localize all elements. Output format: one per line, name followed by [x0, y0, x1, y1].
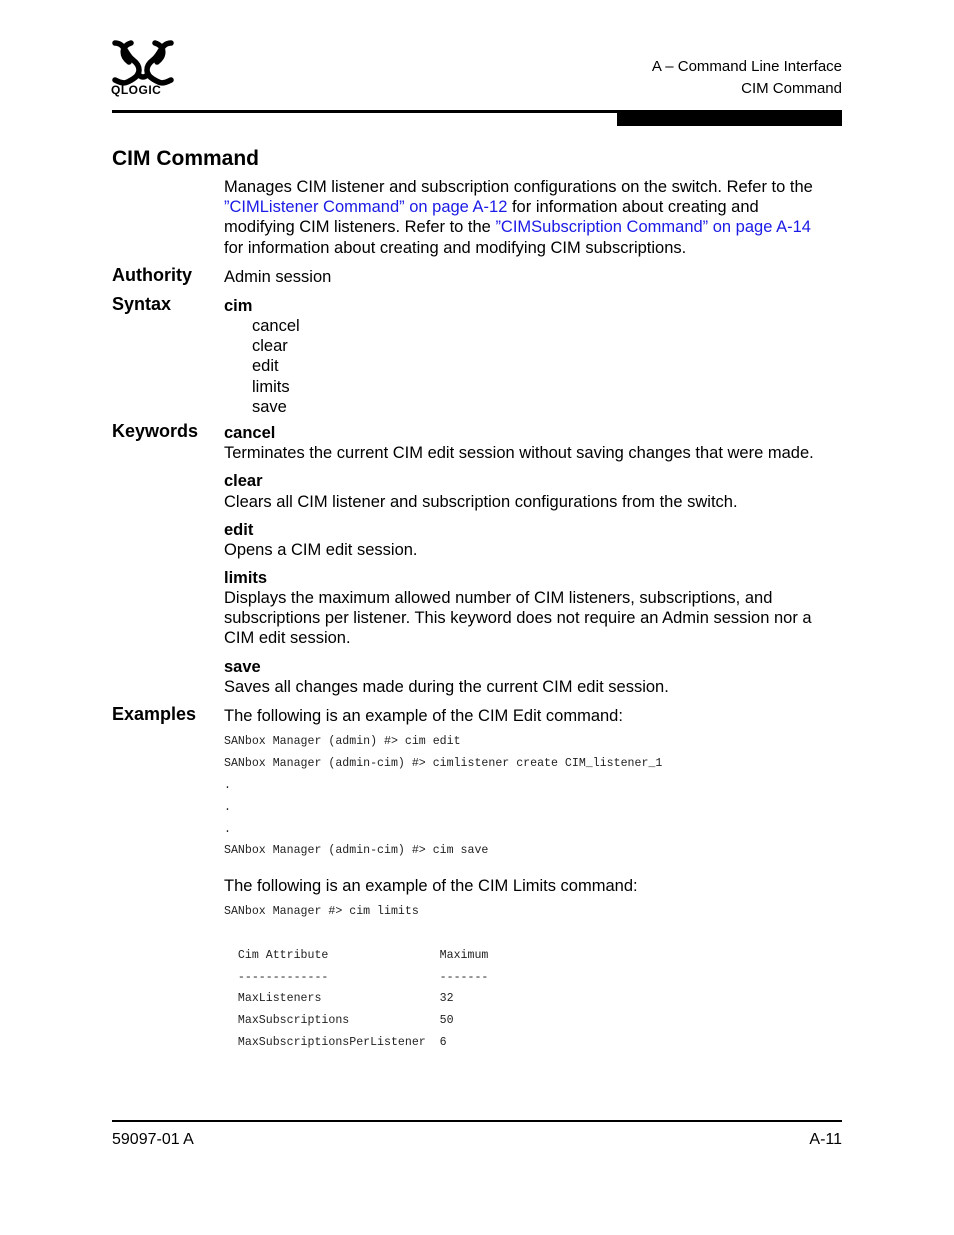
- limits-table-row: MaxSubscriptionsPerListener 6: [224, 1036, 447, 1049]
- keyword-cancel: cancel: [224, 424, 276, 442]
- cimlistener-link[interactable]: ”CIMListener Command” on page A-12: [224, 198, 508, 217]
- syntax-command: cim: [224, 297, 253, 315]
- keyword-edit: edit: [224, 521, 254, 539]
- keyword-edit-desc: Opens a CIM edit session.: [224, 541, 418, 559]
- qlogic-logo: [111, 38, 177, 102]
- keyword-clear-desc: Clears all CIM listener and subscription configurations from the switch.: [224, 493, 738, 511]
- syntax-option-list: [252, 316, 300, 417]
- limits-table-row: ------------- -------: [224, 971, 489, 984]
- code-line: SANbox Manager (admin-cim) #> cim save: [224, 844, 489, 857]
- footer-page-number: A-11: [809, 1131, 842, 1148]
- authority-value: Admin session: [224, 268, 332, 286]
- example-limits-intro: The following is an example of the CIM Limits command:: [224, 877, 638, 895]
- syntax-option: save: [252, 397, 287, 416]
- syntax-heading: Syntax: [112, 294, 172, 314]
- code-line: .: [224, 779, 231, 792]
- page-title: CIM Command: [112, 147, 259, 170]
- keyword-clear: clear: [224, 472, 263, 490]
- syntax-option: cancel: [252, 317, 300, 335]
- syntax-option: limits: [252, 377, 290, 396]
- keywords-heading: Keywords: [112, 421, 199, 441]
- code-line: .: [224, 801, 231, 814]
- header-chapter: A – Command Line Interface: [651, 58, 842, 75]
- code-line: .: [224, 823, 231, 836]
- footer-rule: [112, 1120, 842, 1122]
- code-line: SANbox Manager #> cim limits: [224, 905, 419, 918]
- keyword-limits-desc: [224, 588, 844, 649]
- limits-table-row: MaxListeners 32: [224, 992, 454, 1005]
- syntax-option: clear: [252, 337, 288, 356]
- keyword-cancel-desc: Terminates the current CIM edit session without saving changes that were made.: [224, 444, 814, 462]
- desc-line: subscriptions per listener. This keyword does not require an Admin session nor a: [224, 609, 812, 628]
- header-section: CIM Command: [741, 80, 842, 97]
- limits-table-row: Cim Attribute Maximum: [224, 949, 489, 962]
- footer-doc-number: 59097-01 A: [112, 1131, 194, 1148]
- header-bar: [617, 112, 842, 126]
- code-line: SANbox Manager (admin-cim) #> cimlistener create CIM_listener_1: [224, 757, 663, 770]
- cimsubscription-link[interactable]: ”CIMSubscription Command” on page A-14: [495, 218, 811, 237]
- intro-text-2: for information about creating and: [507, 198, 759, 217]
- syntax-option: edit: [252, 357, 279, 376]
- intro-text-4: for information about creating and modifying CIM subscriptions.: [224, 238, 687, 257]
- intro-text-1: Manages CIM listener and subscription configurations on the switch. Refer to the: [224, 178, 813, 196]
- intro-paragraph: [224, 177, 844, 258]
- keyword-limits: limits: [224, 569, 268, 587]
- code-line: SANbox Manager (admin) #> cim edit: [224, 735, 461, 748]
- limits-table-row: MaxSubscriptions 50: [224, 1014, 454, 1027]
- logo-wordmark: QLOGIC: [111, 83, 162, 97]
- desc-line: Displays the maximum allowed number of CIM listeners, subscriptions, and: [224, 589, 773, 607]
- examples-heading: Examples: [112, 704, 197, 724]
- authority-heading: Authority: [112, 265, 192, 285]
- keyword-save: save: [224, 658, 261, 676]
- example-edit-intro: The following is an example of the CIM Edit command:: [224, 707, 623, 725]
- desc-line: CIM edit session.: [224, 629, 351, 648]
- keyword-save-desc: Saves all changes made during the current CIM edit session.: [224, 678, 669, 696]
- intro-text-3: modifying CIM listeners. Refer to the: [224, 218, 496, 237]
